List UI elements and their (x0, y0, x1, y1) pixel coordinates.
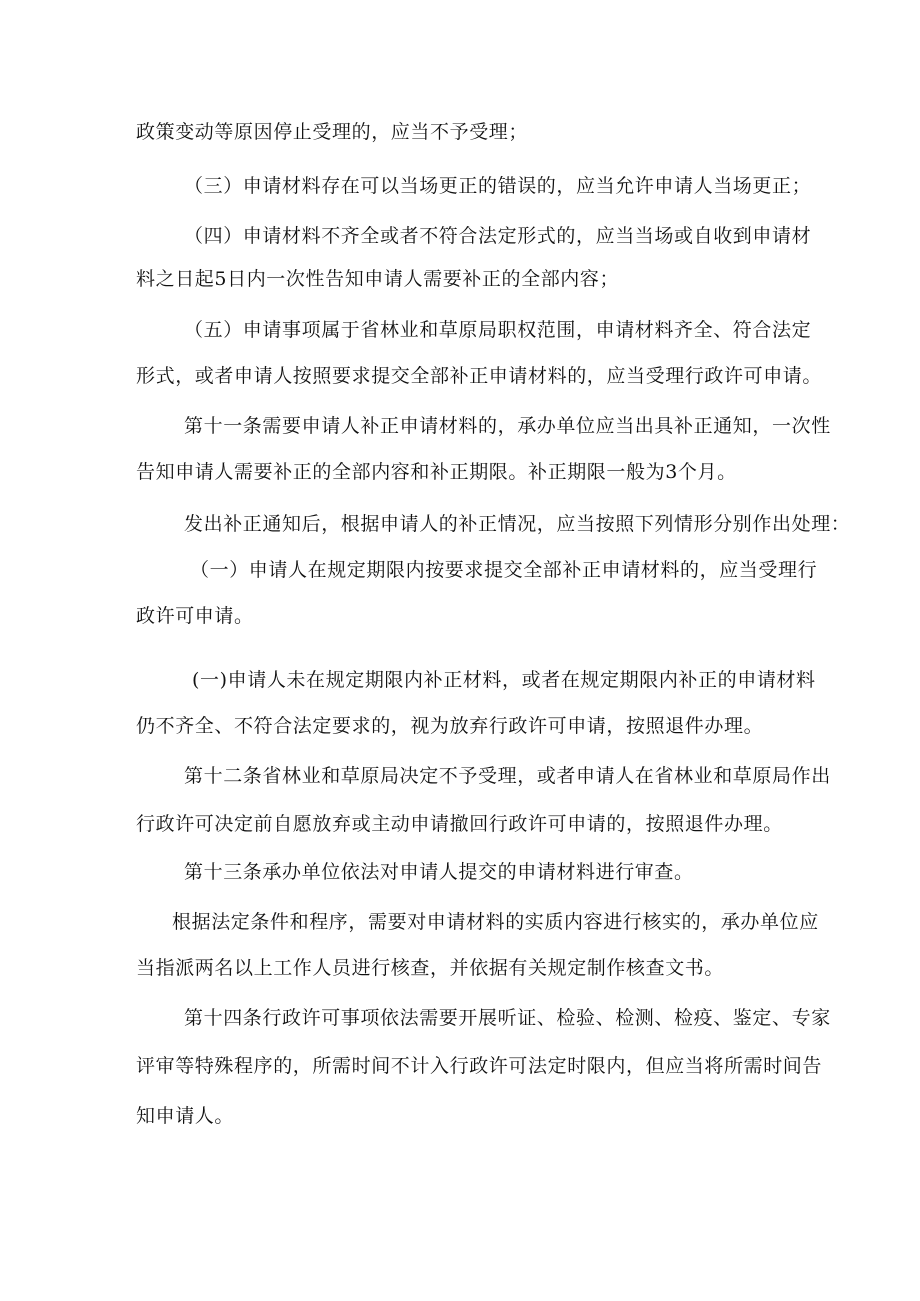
text-line: 第十三条承办单位依法对申请人提交的申请材料进行审查。 (184, 861, 694, 883)
text-line: 告知申请人需要补正的全部内容和补正期限。补正期限一般为3个月。 (136, 461, 737, 483)
text-line: 政策变动等原因停止受理的，应当不予受理； (136, 121, 529, 143)
text-line: (一)申请人未在规定期限内补正材料，或者在规定期限内补正的申请材料 (192, 669, 816, 691)
text-line: 当指派两名以上工作人员进行核查，并依据有关规定制作核查文书。 (136, 957, 725, 979)
text-line: 根据法定条件和程序，需要对申请材料的实质内容进行核实的，承办单位应 (172, 911, 819, 933)
text-line: 仍不齐全、不符合法定要求的，视为放弃行政许可申请，按照退件办理。 (136, 715, 764, 737)
text-line: 第十二条省林业和草原局决定不予受理，或者申请人在省林业和草原局作出 (184, 765, 831, 787)
text-line: 政许可申请。 (136, 605, 254, 627)
text-line: 形式，或者申请人按照要求提交全部补正申请材料的，应当受理行政许可申请。 (136, 365, 823, 387)
text-line: （五）申请事项属于省林业和草原局职权范围，申请材料齐全、符合法定 (184, 319, 812, 341)
text-line: （一）申请人在规定期限内按要求提交全部补正申请材料的，应当受理行 (190, 559, 818, 581)
text-line: 发出补正通知后，根据申请人的补正情况，应当按照下列情形分别作出处理： (184, 513, 851, 535)
text-line: 评审等特殊程序的，所需时间不计入行政许可法定时限内，但应当将所需时间告 (136, 1055, 823, 1077)
text-line: 第十一条需要申请人补正申请材料的，承办单位应当出具补正通知，一次性 (184, 415, 831, 437)
text-line: （四）申请材料不齐全或者不符合法定形式的，应当当场或自收到申请材 (184, 225, 812, 247)
text-line: 知申请人。 (136, 1105, 235, 1127)
text-line: （三）申请材料存在可以当场更正的错误的，应当允许申请人当场更正； (184, 175, 812, 197)
text-line: 料之日起5日内一次性告知申请人需要补正的全部内容； (136, 268, 620, 290)
text-line: 第十四条行政许可事项依法需要开展听证、检验、检测、检疫、鉴定、专家 (184, 1007, 831, 1029)
text-line: 行政许可决定前自愿放弃或主动申请撤回行政许可申请的，按照退件办理。 (136, 813, 783, 835)
